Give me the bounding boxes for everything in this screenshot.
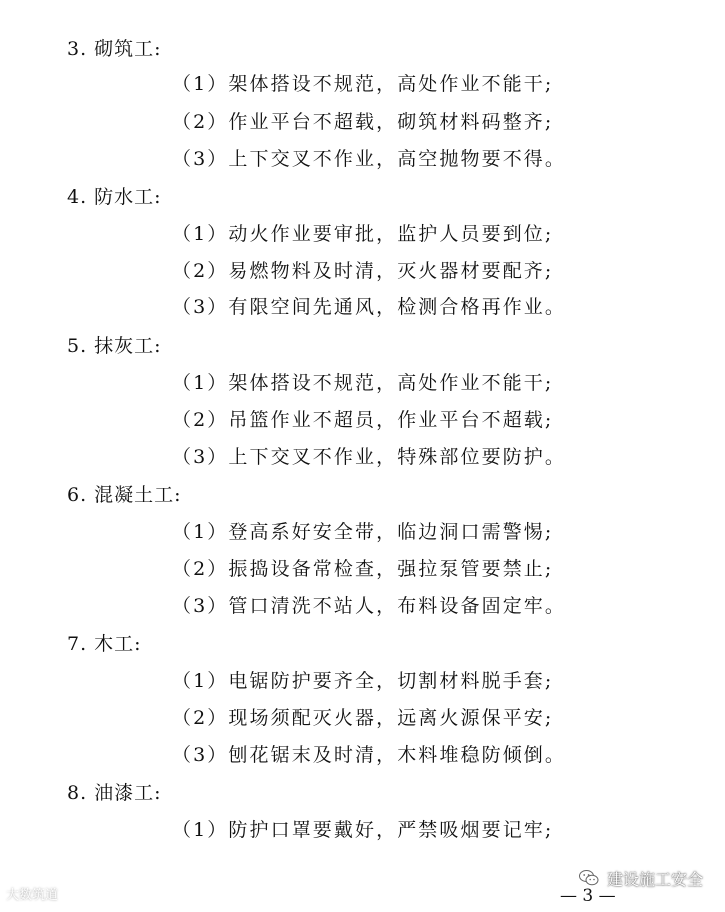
list-item: （2）易燃物料及时清，灭火器材要配齐;: [172, 260, 554, 282]
list-item: （2）振捣设备常检查，强拉泵管要禁止;: [172, 558, 554, 580]
list-item: （3）上下交叉不作业，特殊部位要防护。: [172, 446, 566, 468]
list-item: （2）吊篮作业不超员，作业平台不超载;: [172, 409, 554, 431]
list-item: （1）防护口罩要戴好，严禁吸烟要记牢;: [172, 819, 554, 841]
list-item: （1）架体搭设不规范，高处作业不能干;: [172, 372, 554, 394]
list-item: （2）现场须配灭火器，远离火源保平安;: [172, 707, 554, 729]
list-item: （3）有限空间先通风，检测合格再作业。: [172, 296, 566, 318]
list-item: （3）上下交叉不作业，高空抛物要不得。: [172, 148, 566, 170]
list-item: （3）管口清洗不站人，布料设备固定牢。: [172, 595, 566, 617]
footer-watermark-left: 大数筑道: [6, 888, 59, 903]
list-item: （1）电锯防护要齐全，切割材料脱手套;: [172, 670, 554, 692]
section-heading: 3. 砌筑工:: [67, 38, 162, 60]
list-item: （2）作业平台不超载，砌筑材料码整齐;: [172, 111, 554, 133]
list-item: （1）架体搭设不规范，高处作业不能干;: [172, 73, 554, 95]
section-heading: 4. 防水工:: [67, 186, 162, 208]
section-heading: 7. 木工:: [67, 633, 142, 655]
section-heading: 5. 抹灰工:: [67, 335, 162, 357]
section-heading: 6. 混凝土工:: [67, 484, 182, 506]
page-number: — 3 —: [560, 886, 616, 906]
list-item: （3）刨花锯末及时清，木料堆稳防倾倒。: [172, 744, 566, 766]
section-heading: 8. 油漆工:: [67, 782, 162, 804]
watermark-text: 建设施工安全: [606, 869, 703, 889]
list-item: （1）动火作业要审批，监护人员要到位;: [172, 223, 554, 245]
list-item: （1）登高系好安全带，临边洞口需警惕;: [172, 521, 554, 543]
